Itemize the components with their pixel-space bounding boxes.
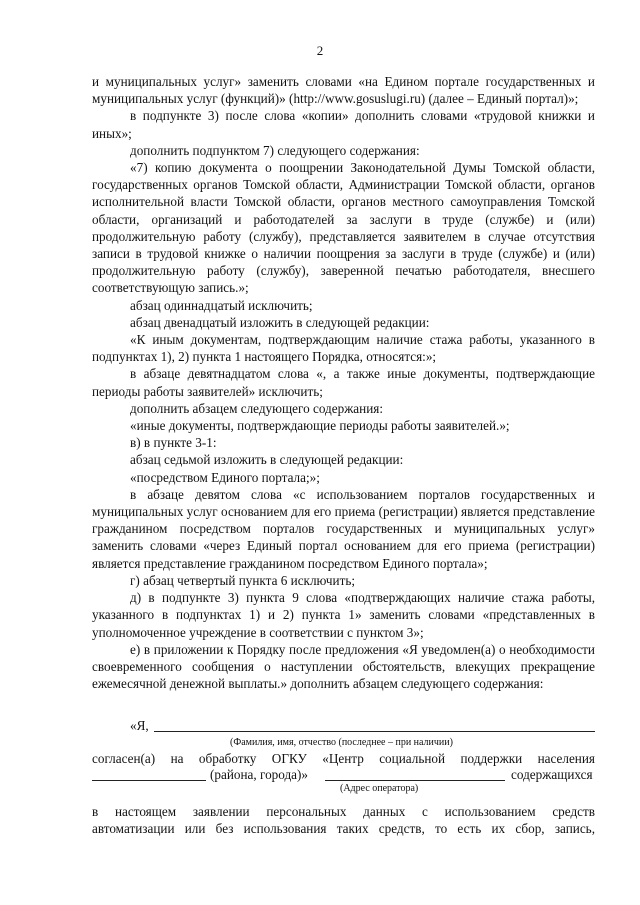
name-caption: (Фамилия, имя, отчество (последнее – при наличии) <box>230 737 453 748</box>
tail-text <box>92 803 595 837</box>
paragraph: «иные документы, подтверждающие периоды работы заявителей.»; <box>130 418 510 434</box>
paragraph: е) в приложении к Порядку после предложения «Я уведомлен(а) о необходимости своевременного сообщения о наступлении обстоятельств, влекущих прекращение ежемесячной денежной выплаты.» дополнить абзацем следующего содержания: <box>92 641 595 692</box>
paragraph: дополнить абзацем следующего содержания: <box>130 400 384 416</box>
paragraph: абзац двенадцатый изложить в следующей редакции: <box>130 314 430 330</box>
paragraph: абзац седьмой изложить в следующей редакции: <box>130 452 404 468</box>
paragraph: «К иным документам, подтверждающим наличие стажа работы, указанного в подпунктах 1), 2) пункта 1 настоящего Порядка, относятся:»; <box>92 332 595 365</box>
paragraph: г) абзац четвертый пункта 6 исключить; <box>130 572 356 588</box>
tail-line-2: автоматизации или без использования таких средств, то есть их сбор, запись, <box>92 821 595 837</box>
paragraph: д) в подпункте 3) пункта 9 слова «подтверждающих наличие стажа работы, указанного в подпунктах 1) и 2) пункта 1» заменить словами «представленных в уполномоченное учреждение в соответствии с пунктом 3»; <box>92 590 595 640</box>
paragraph: абзац одиннадцатый исключить; <box>130 297 313 313</box>
paragraph: «7) копию документа о поощрении Законодательной Думы Томской области, государственных органов Томской области, Администрации Томской области, органов исполнительной власти Томской области, органов местного самоуправления Томской области, организаций и работодателей за заслуги в труде (службе) и (или) продолжительную работу (службу), представляется заявителем в случае отсутствия записи в трудовой книжке о наличии поощрения за заслуги в труде (службе) и (или) продолжительную работу (службу), заверенной печатью работодателя, внесшего соответствующую запись.»; <box>92 160 595 296</box>
page-number: 2 <box>316 43 324 58</box>
form-start: «Я, <box>130 718 149 733</box>
paragraph: в абзаце девятнадцатом слова «, а также иные документы, подтверждающие периоды работы заявителей» исключить; <box>92 366 595 399</box>
address-caption: (Адрес оператора) <box>340 783 419 794</box>
district-blank <box>92 780 206 781</box>
address-blank <box>325 780 505 781</box>
paragraph: и муниципальных услуг» заменить словами «на Едином портале государственных и муниципальных услуг (функций)» (http://www.gosuslugi.ru) (далее – Единый портал)»; <box>92 74 595 107</box>
document-body <box>92 73 595 692</box>
tail-line-1: в настоящем заявлении персональных данных с использованием средств <box>92 804 595 819</box>
paragraph: в подпункте 3) после слова «копии» дополнить словами «трудовой книжки и иных»; <box>92 108 595 141</box>
paragraph: дополнить подпунктом 7) следующего содержания: <box>130 142 420 158</box>
name-blank <box>154 731 595 732</box>
consent-block <box>92 750 595 767</box>
form-name-line <box>92 716 595 736</box>
paragraph: «посредством Единого портала;»; <box>130 469 320 485</box>
consent-line: согласен(а) на обработку ОГКУ «Центр социальной поддержки населения <box>92 751 595 766</box>
paragraph: в) в пункте 3-1: <box>130 435 217 451</box>
paragraph: в абзаце девятом слова «с использованием порталов государственных и муниципальных услуг основанием для его приема (регистрации) является представление гражданином посредством порталов государственных и муниципальных услуг» заменить словами «через Единый портал основанием для его приема (регистрации) является представление гражданином посредством Единого портала»; <box>92 486 595 571</box>
containing-text: содержащихся <box>511 767 593 782</box>
district-text: (района, города)» <box>210 767 309 782</box>
